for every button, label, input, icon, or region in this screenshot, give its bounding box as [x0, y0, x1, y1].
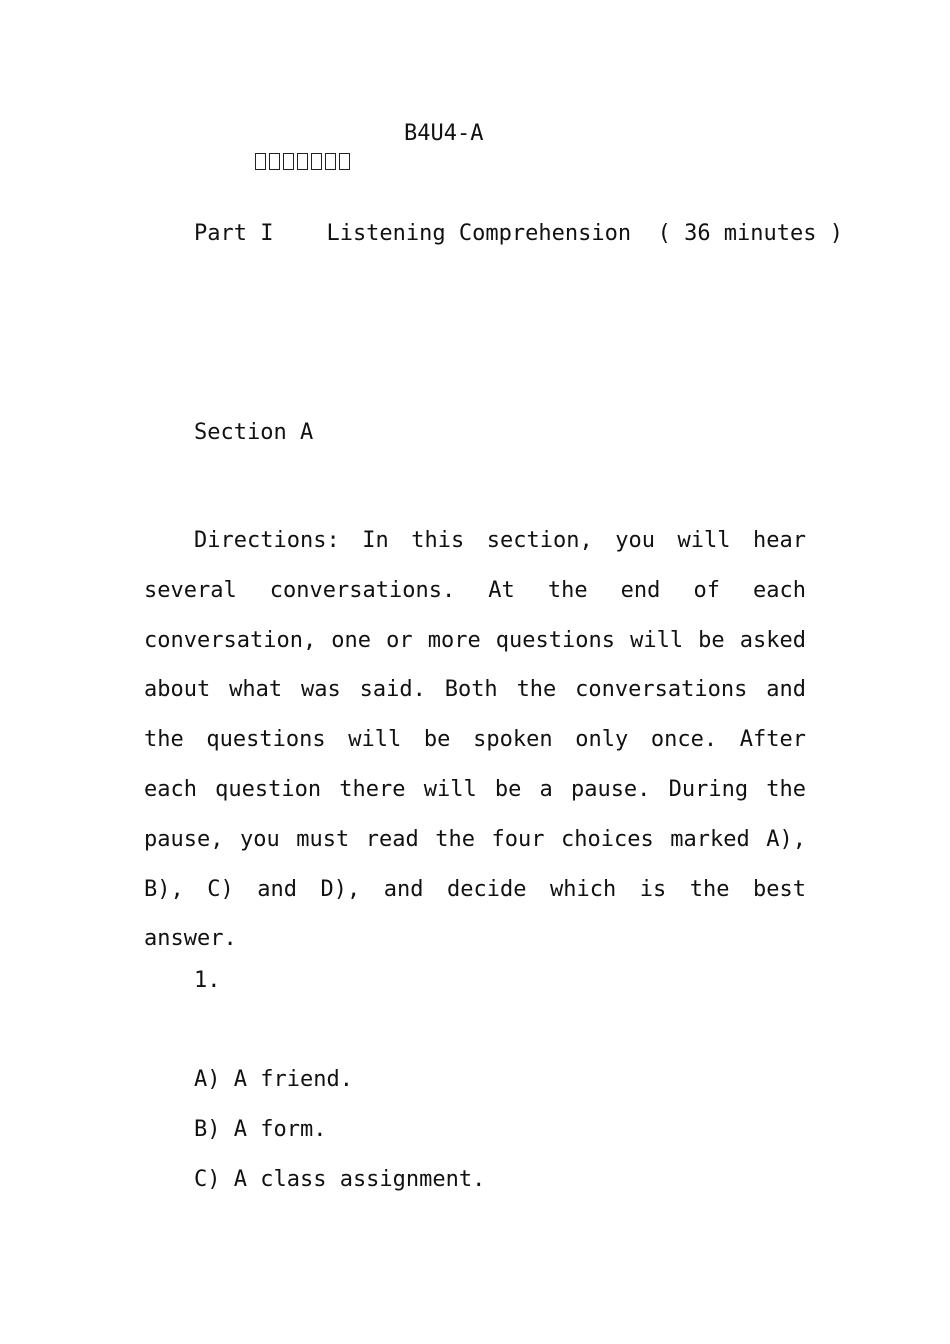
missing-glyph-icon: [297, 153, 308, 170]
missing-glyph-icon: [311, 153, 322, 170]
option-a: A) A friend.: [194, 1067, 353, 1092]
missing-glyph-icon: [255, 153, 266, 170]
option-b: B) A form.: [194, 1117, 327, 1142]
document-code: B4U4-A: [404, 121, 484, 146]
missing-glyph-icon: [283, 153, 294, 170]
section-heading: Section A: [194, 420, 314, 445]
option-c: C) A class assignment.: [194, 1167, 486, 1192]
missing-glyph-icon: [325, 153, 336, 170]
directions-paragraph: Directions: In this section, you will hear several conversations. At the end of each conversation, one or more questions will be asked about what was said. Both the conversations and the questions will be spoken only once. After each question there will be a pause. During the pause, you must read the four choices marked A), B), C) and D), and decide which is the best answer.: [144, 528, 806, 952]
part-heading: Part I Listening Comprehension ( 36 minutes ): [194, 221, 844, 246]
missing-glyph-icon: [339, 153, 350, 170]
missing-glyph-icon: [269, 153, 280, 170]
document-title-cjk: [194, 120, 353, 204]
question-number: 1.: [194, 968, 221, 993]
